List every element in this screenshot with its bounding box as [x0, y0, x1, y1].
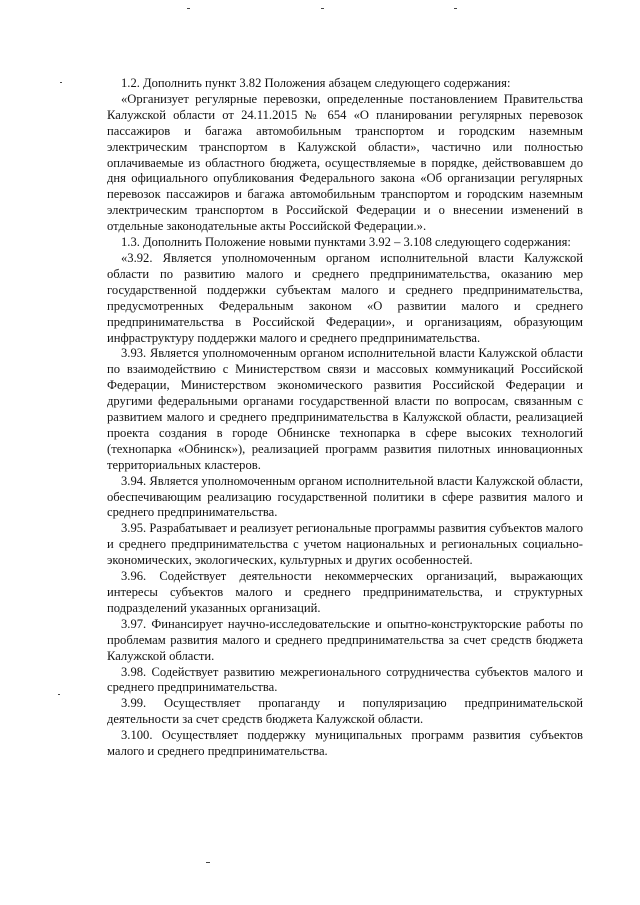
paragraph-3-97: 3.97. Финансирует научно-исследовательские и опытно-конструкторские работы по проблемам развития малого и среднего предпринимательства за счет средств бюджета Калужской области.: [107, 616, 583, 663]
scan-speck: [187, 8, 190, 9]
paragraph-3-96: 3.96. Содействует деятельности некоммерческих организаций, выражающих интересы субъектов малого и среднего предпринимательства, и структурных подразделений указанных организаций.: [107, 569, 583, 615]
scan-speck: [60, 82, 62, 83]
scan-speck: [206, 862, 210, 863]
paragraph-1-3: 1.3. Дополнить Положение новыми пунктами 3.92 – 3.108 следующего содержания:: [121, 235, 571, 250]
paragraph-3-98: 3.98. Содействует развитию межрегионального сотрудничества субъектов малого и среднего предпринимательства.: [107, 664, 583, 695]
paragraph-3-99: 3.99. Осуществляет пропаганду и популяризацию предпринимательской деятельности за счет средств бюджета Калужской области.: [107, 696, 583, 727]
paragraph-3-82-addition: «Организует регулярные перевозки, определенные постановлением Правительства Калужской области от 24.11.2015 № 654 «О планировании регулярных перевозок пассажиров и багажа автомобильным транспортом и городским наземным электрическим транспортом в Калужской области», частично или полностью оплачиваемые из областного бюджета, осуществляемые в порядке, действовавшем до дня официального опубликования Федерального закона «Об организации регулярных перевозок пассажиров и багажа автомобильным транспортом и городским наземным электрическим транспортом в Российской Федерации и о внесении изменений в отдельные законодательные акты Российской Федерации.».: [107, 91, 583, 234]
paragraph-3-92: «3.92. Является уполномоченным органом исполнительной власти Калужской области по развитию малого и среднего предпринимательства, оказанию мер государственной поддержки субъектам малого и среднего предпринимательства, предусмотренных Федеральным законом «О развитии малого и среднего предпринимательства в Российской Федерации», и организациям, образующим инфраструктуру поддержки малого и среднего предпринимательства.: [107, 250, 583, 345]
paragraph-3-95: 3.95. Разрабатывает и реализует региональные программы развития субъектов малого и среднего предпринимательства с учетом национальных и региональных социально-экономических, экологических, культурных и других особенностей.: [107, 521, 583, 568]
scan-speck: [321, 8, 324, 9]
scan-speck: [58, 694, 60, 695]
scan-speck: [454, 8, 457, 9]
paragraph-3-93: 3.93. Является уполномоченным органом исполнительной власти Калужской области по взаимодействию с Министерством связи и массовых коммуникаций Российской Федерации, Министерством экономического развития Российской Федерации и другими федеральными органами государственной власти по вопросам, связанным с развитием малого и среднего предпринимательства в Калужской области, реализацией проекта создания в городе Обнинске технопарка в сфере высоких технологий (технопарка «Обнинск»), реализацией программ развития пилотных инновационных территориальных кластеров.: [107, 346, 583, 472]
paragraph-3-100: 3.100. Осуществляет поддержку муниципальных программ развития субъектов малого и среднего предпринимательства.: [107, 728, 583, 759]
document-body: [107, 76, 583, 760]
paragraph-3-94: 3.94. Является уполномоченным органом исполнительной власти Калужской области, обеспечивающим реализацию государственной политики в сфере развития малого и среднего предпринимательства.: [107, 473, 583, 520]
paragraph-1-2: 1.2. Дополнить пункт 3.82 Положения абзацем следующего содержания:: [121, 76, 511, 90]
